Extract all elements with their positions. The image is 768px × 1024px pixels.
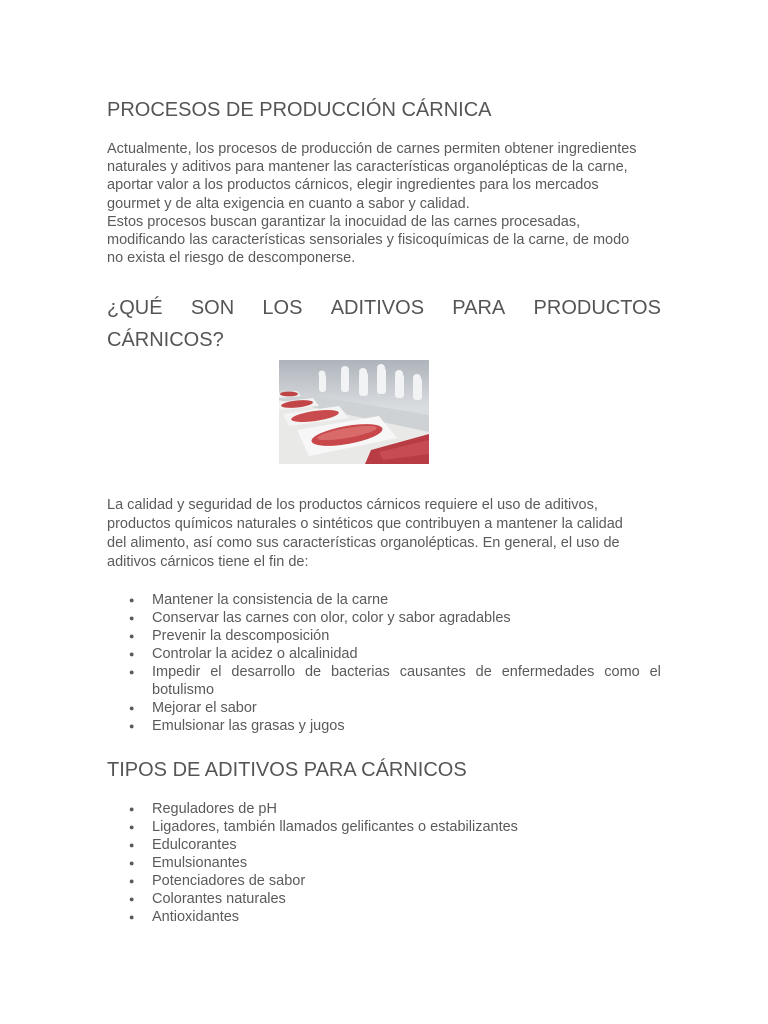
paragraph-line: aditivos cárnicos tiene el fin de: xyxy=(107,554,309,570)
word: el xyxy=(649,664,661,680)
heading-word: PARA xyxy=(452,297,506,319)
list-item-text: Mantener la consistencia de la carne xyxy=(152,592,389,608)
list-item xyxy=(107,872,661,890)
word: como xyxy=(604,664,640,680)
paragraph-line: productos químicos naturales o sintéticos que contribuyen a mantener la calidad xyxy=(107,516,623,532)
bullet-icon: ● xyxy=(129,858,135,868)
bullet-icon: ● xyxy=(129,667,135,677)
list-item xyxy=(107,800,661,818)
heading-word: LOS xyxy=(262,297,303,319)
list-item-text: Conservar las carnes con olor, color y sabor agradables xyxy=(152,610,511,626)
heading-word: PRODUCTOS xyxy=(533,297,661,319)
aditivos-types-list xyxy=(107,800,661,926)
paragraph-line: del alimento, así como sus características organolépticas. En general, el uso de xyxy=(107,535,620,551)
section-heading-aditivos xyxy=(107,292,661,356)
bullet-icon: ● xyxy=(129,876,135,886)
list-item-text: Colorantes naturales xyxy=(152,891,286,907)
list-item xyxy=(107,627,661,645)
intro-line: naturales y aditivos para mantener las características organolépticas de la carne, xyxy=(107,159,628,176)
word: de xyxy=(475,664,492,680)
bullet-icon: ● xyxy=(129,721,135,731)
list-item xyxy=(107,854,661,872)
list-item-text: Emulsionantes xyxy=(152,855,248,871)
bullet-icon: ● xyxy=(129,631,135,641)
bullet-icon: ● xyxy=(129,840,135,850)
list-item-text: Antioxidantes xyxy=(152,909,240,925)
heading-word: ¿QUÉ xyxy=(107,297,163,319)
heading-word: ADITIVOS xyxy=(330,297,425,319)
word: Impedir xyxy=(152,664,201,680)
list-item-text: Ligadores, también llamados gelificantes o estabilizantes xyxy=(152,819,518,835)
aditivos-purpose-list xyxy=(107,591,661,735)
intro-line: Estos procesos buscan garantizar la inocuidad de las carnes procesadas, xyxy=(107,213,581,230)
intro-line: modificando las características sensoriales y fisicoquímicas de la carne, de modo xyxy=(107,232,630,249)
list-item xyxy=(107,717,661,735)
list-item xyxy=(107,645,661,663)
intro-line: Actualmente, los procesos de producción de carnes permiten obtener ingredientes xyxy=(107,141,637,157)
list-item-text-justified xyxy=(152,663,661,681)
word: desarrollo xyxy=(231,664,296,680)
bullet-icon: ● xyxy=(129,804,135,814)
paragraph-line: La calidad y seguridad de los productos cárnicos requiere el uso de aditivos, xyxy=(107,497,598,513)
page-title: PROCESOS DE PRODUCCIÓN CÁRNICA xyxy=(107,99,492,121)
bullet-icon: ● xyxy=(129,613,135,623)
list-item-text: Emulsionar las grasas y jugos xyxy=(152,718,345,734)
list-item xyxy=(107,908,661,926)
word: bacterias xyxy=(330,664,390,680)
list-item xyxy=(107,609,661,627)
word: de xyxy=(304,664,322,680)
intro-line: no exista el riesgo de descomponerse. xyxy=(107,250,356,267)
word: causantes xyxy=(399,664,466,680)
bullet-icon: ● xyxy=(129,894,135,904)
section-heading-line xyxy=(107,292,661,324)
list-item xyxy=(107,818,661,836)
list-item-text: Controlar la acidez o alcalinidad xyxy=(152,646,358,662)
list-item-text: Mejorar el sabor xyxy=(152,700,257,716)
list-item xyxy=(107,663,661,699)
intro-line: aportar valor a los productos cárnicos, elegir ingredientes para los mercados xyxy=(107,177,599,194)
list-item-text: Reguladores de pH xyxy=(152,801,277,817)
list-item xyxy=(107,890,661,908)
aditivos-paragraph xyxy=(107,496,661,572)
bullet-icon: ● xyxy=(129,649,135,659)
section-heading-line: CÁRNICOS? xyxy=(107,329,224,351)
meat-production-photo xyxy=(279,360,429,464)
list-item xyxy=(107,591,661,609)
bullet-icon: ● xyxy=(129,912,135,922)
list-item-text: Edulcorantes xyxy=(152,837,237,853)
word: el xyxy=(210,664,222,680)
intro-paragraph xyxy=(107,140,661,267)
bullet-icon: ● xyxy=(129,595,135,605)
list-item xyxy=(107,699,661,717)
list-item-text: Prevenir la descomposición xyxy=(152,628,330,644)
bullet-icon: ● xyxy=(129,703,135,713)
heading-word: SON xyxy=(190,297,235,319)
list-item xyxy=(107,836,661,854)
list-item-text-continued: botulismo xyxy=(152,682,215,698)
intro-line: gourmet y de alta exigencia en cuanto a sabor y calidad. xyxy=(107,195,470,212)
bullet-icon: ● xyxy=(129,822,135,832)
list-item-text: Potenciadores de sabor xyxy=(152,873,306,889)
word: enfermedades xyxy=(501,664,595,680)
section-heading-tipos: TIPOS DE ADITIVOS PARA CÁRNICOS xyxy=(107,759,467,781)
